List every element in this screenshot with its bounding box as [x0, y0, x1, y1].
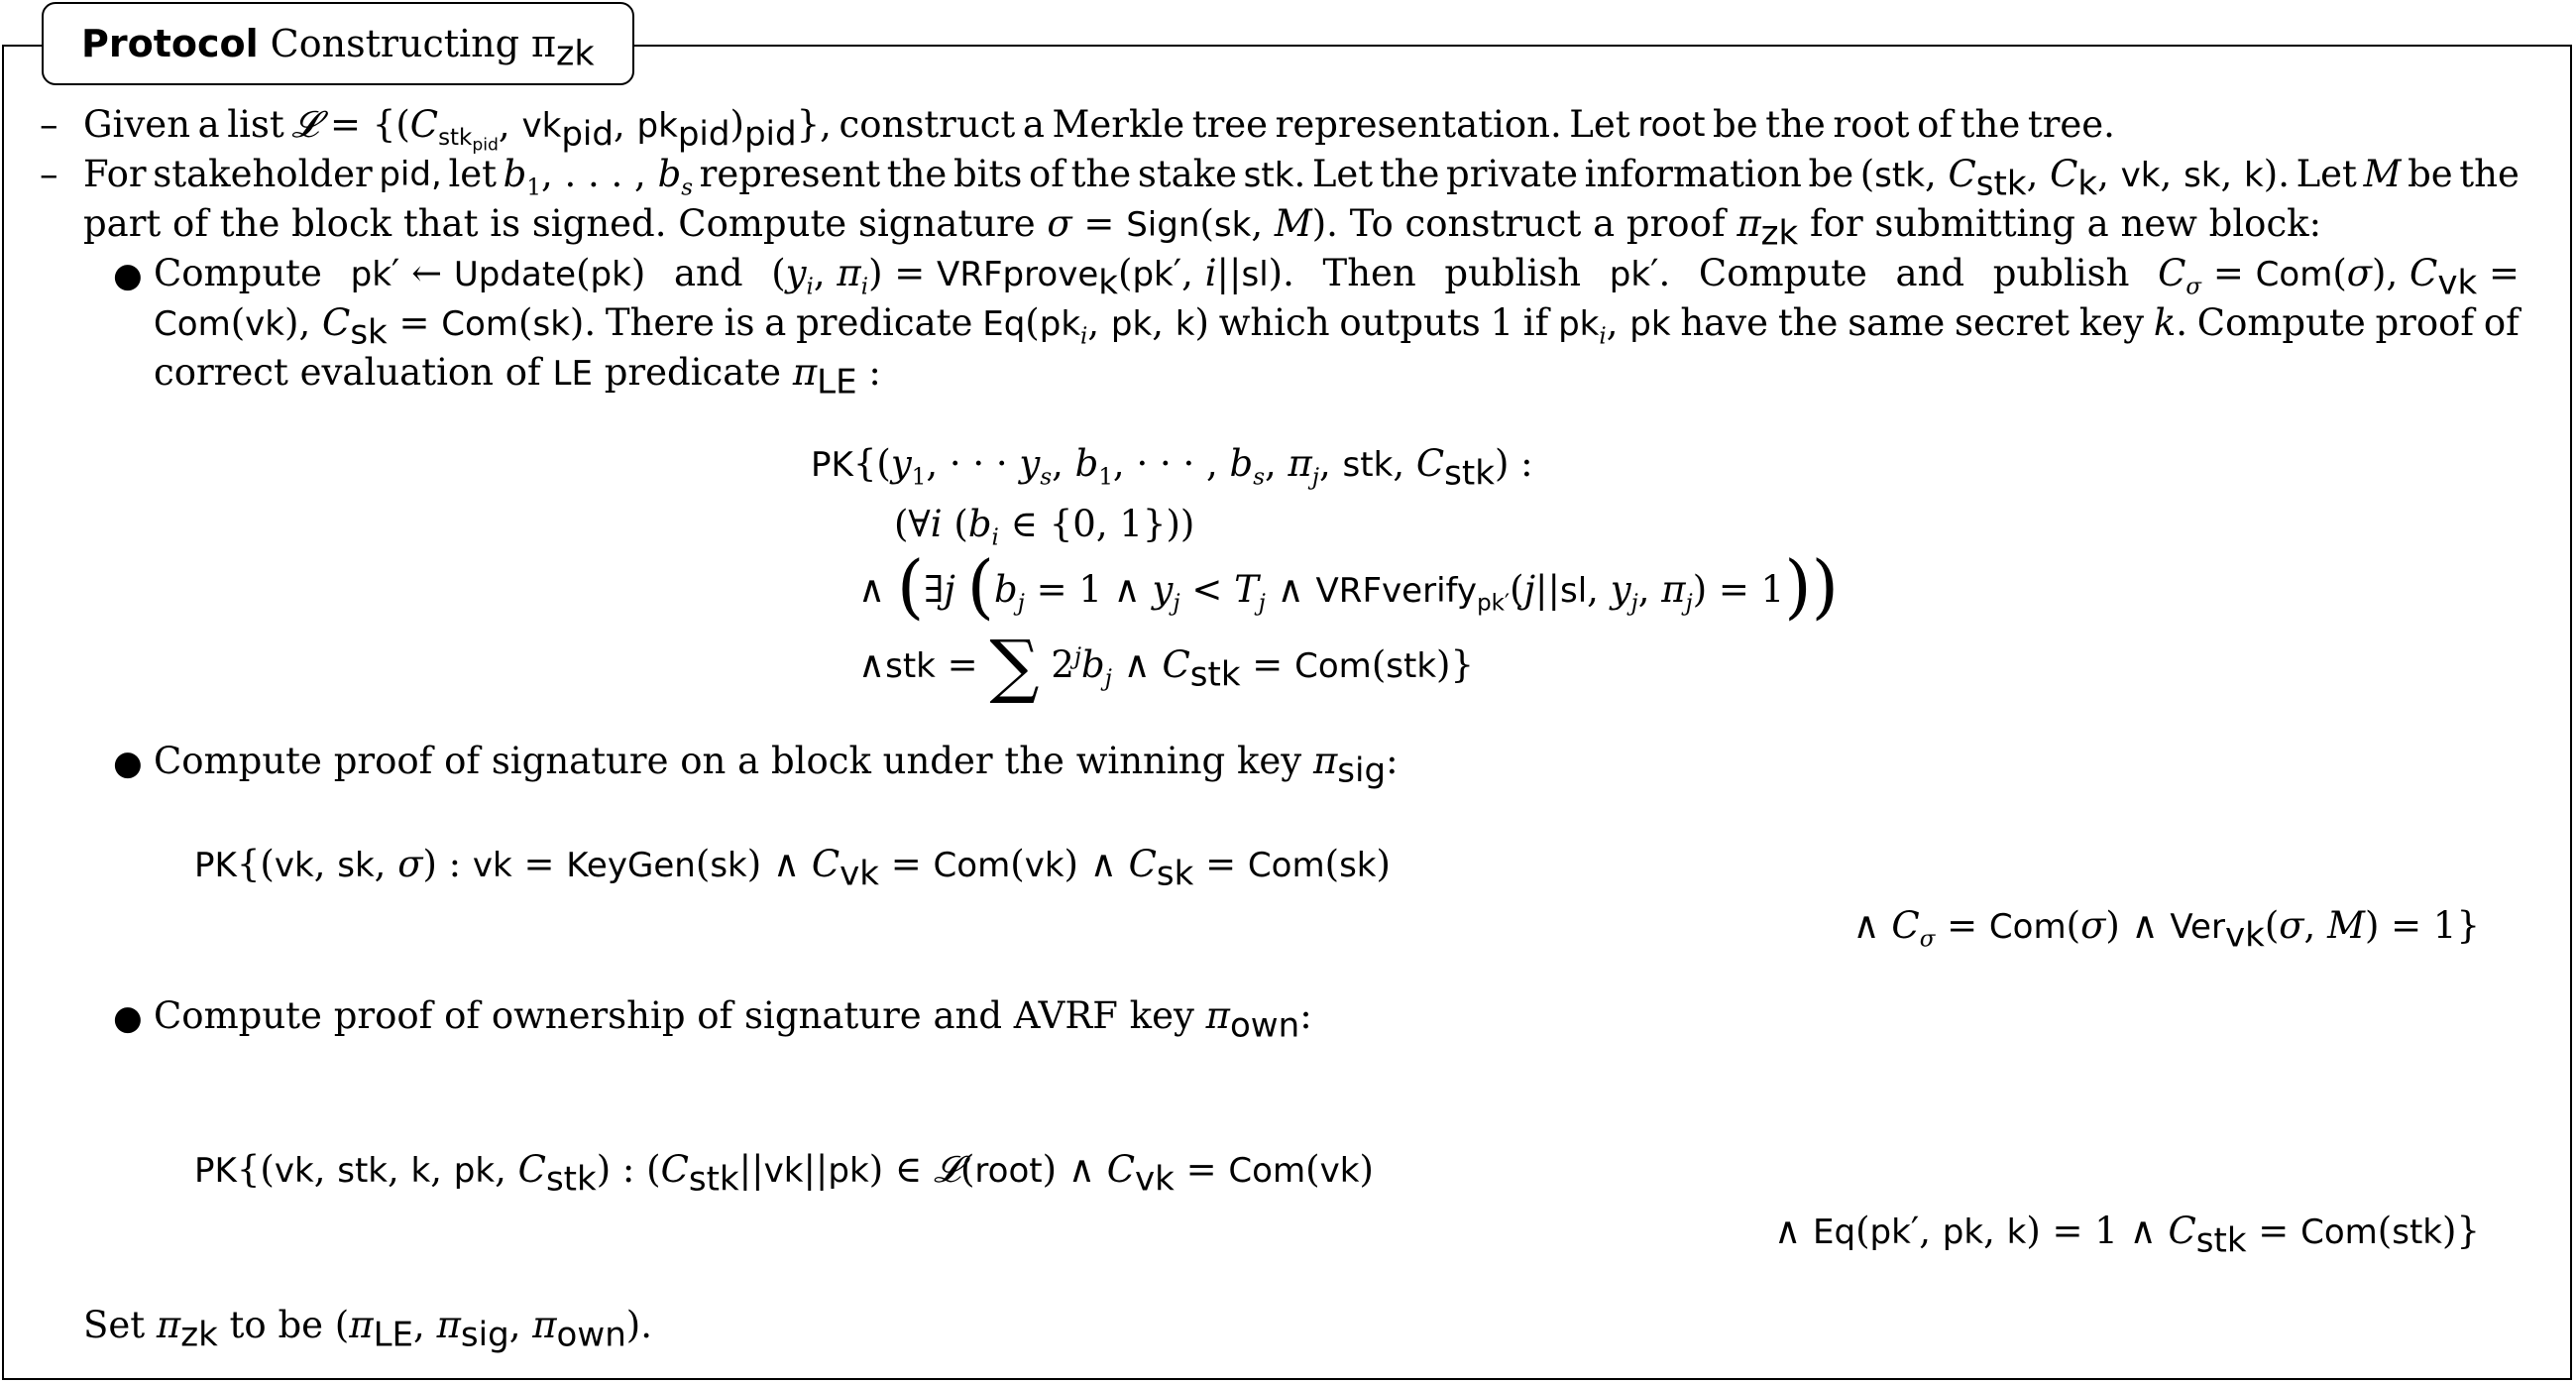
eq-le-line-1: $PK\{(y_1$, · · · $y_s$, $b_1$, · · · , $b_s$, $\pi_j$, stk, $C_{stk}$) : — [811, 442, 1533, 494]
eq-le-line-4: ∧stk = ∑ $2^jb_j$ ∧ $C_{stk} = Com(stk)$} — [858, 625, 1475, 707]
eq-le-line-3: ∧ (∃j ($b_j = 1$ ∧ $y_j < T_j$ ∧ VRFverify$_{pk'}$(j||sl, $y_j$, $\pi_j) = 1$)) — [858, 545, 1840, 628]
eq-sig-line-2: ∧ $C_\sigma = Com(\sigma)$ ∧ Ver$_{vk}$(σ, M) = 1} — [1852, 904, 2480, 956]
intro-item-2-line-2: part of the block that is signed. Compute signature σ = Sign(sk, M). To construct a proof $\pi_{zk}$ for submitting a new block: — [83, 202, 2322, 254]
bullet-1-line-3: correct evaluation of LE predicate $\pi_{LE}$ : — [154, 351, 881, 403]
eq-sig-line-1: PK{(vk, sk, σ) : vk = KeyGen(sk) ∧ $C_{vk} = Com(vk)$ ∧ $C_{sk} = Com(sk)$ — [194, 843, 1391, 894]
conclusion: Set $\pi_{zk}$ to be ($\pi_{LE}$, $\pi_{sig}$, $\pi_{own}$). — [83, 1304, 652, 1355]
bullet-3: Compute proof of ownership of signature and AVRF key $\pi_{own}$: — [154, 994, 1312, 1046]
bullet-1-line-2: Com(vk), $C_{sk} = Com(sk)$. There is a predicate $Eq(pk_i$, pk, k) which outputs 1 if $pk_i$, pk have the same secret key k. Compute proof of — [154, 301, 2520, 353]
bullet-2: Compute proof of signature on a block under the winning key $\pi_{sig}$: — [154, 740, 1399, 791]
bullet-dot: ● — [113, 256, 143, 295]
intro-item-2-line-1: For stakeholder pid, let $b_1$, . . . , $b_s$ represent the bits of the stake stk. Let the private information be (stk, $C_{stk}$, $C_k$, vk, sk, k). Let M be the — [83, 153, 2520, 204]
list-dash: – — [40, 103, 58, 146]
list-dash: – — [40, 153, 58, 195]
protocol-keyword: Protocol — [81, 22, 259, 65]
protocol-title-text: Constructing $\pi_{zk}$ — [270, 22, 595, 74]
bullet-dot: ● — [113, 744, 143, 783]
intro-item-1: Given a list 𝓛 = {($C_{stk_{pid}}$, $vk_{pid}$, $pk_{pid})_{pid}$}, construct a Merkle tree representation. Let root be the root of the tree. — [83, 103, 2115, 156]
eq-own-line-1: PK{(vk, stk, k, pk, $C_{stk}$) : $(C_{stk}||vk||pk)$ ∈ 𝓛(root) ∧ $C_{vk} = Com(vk)$ — [194, 1148, 1374, 1200]
eq-le-line-2: (∀i ($b_i$ ∈ {0, 1})) — [894, 503, 1195, 551]
protocol-title — [42, 2, 634, 85]
eq-own-line-2: ∧ Eq(pk′, pk, k) = 1 ∧ $C_{stk} = Com(stk)$} — [1774, 1210, 2480, 1261]
bullet-1-line-1: Compute pk′ ← Update(pk) and ($y_i$, $\pi_i$) = VRFprove$_k$(pk′, i||sl). Then publish pk′. Compute and publish $C_\sigma = Com(\sigma)$, $C_{vk}$ = — [154, 252, 2520, 303]
bullet-dot: ● — [113, 998, 143, 1038]
